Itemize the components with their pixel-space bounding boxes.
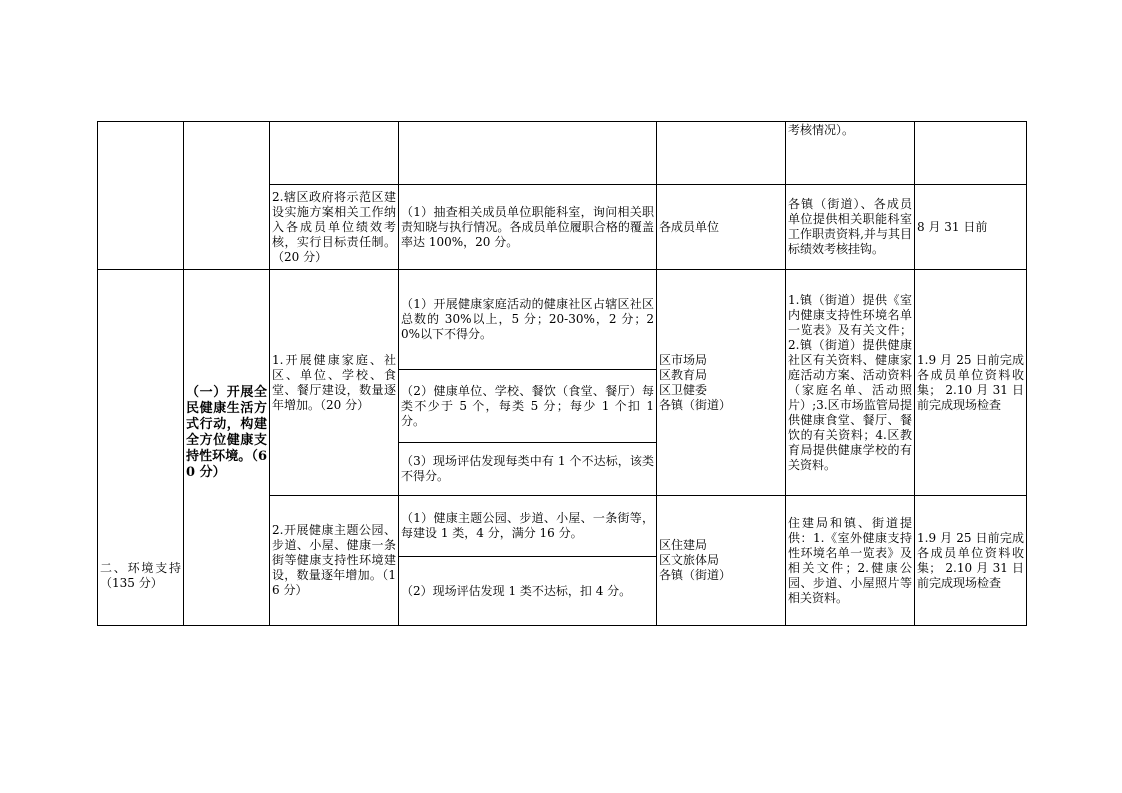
table-row bbox=[98, 270, 1027, 370]
cell-materials: 考核情况）。 bbox=[786, 122, 915, 185]
cell-criteria: （2）现场评估发现 1 类不达标，扣 4 分。 bbox=[399, 557, 657, 626]
cell-materials: 各镇（街道）、各成员单位提供相关职能科室工作职责资料,并与其目标绩效考核挂钩。 bbox=[786, 185, 915, 270]
cell-indicator: 2.开展健康主题公园、步道、小屋、健康一条街等健康支持性环境建设，数量逐年增加。（16 分） bbox=[270, 496, 399, 626]
cell-materials: 1.镇（街道）提供《室内健康支持性环境名单一览表》及有关文件；2.镇（街道）提供健康社区有关资料、健康家庭活动方案、活动资料（家庭名单、活动照片）;3.区市场监管局提供健康食堂、餐厅、餐饮的有关资料；4.区教育局提供健康学校的有关资料。 bbox=[786, 270, 915, 496]
cell-deadline: 8 月 31 日前 bbox=[915, 185, 1027, 270]
responsible-unit: 区文旅体局 bbox=[659, 553, 720, 567]
cell-criteria: （1）健康主题公园、步道、小屋、一条街等，每建设 1 类，4 分，满分 16 分。 bbox=[399, 496, 657, 557]
cell-empty bbox=[657, 122, 786, 185]
cell-empty bbox=[399, 122, 657, 185]
responsible-unit: 各镇（街道） bbox=[659, 397, 732, 412]
cell-empty bbox=[915, 122, 1027, 185]
cell-deadline: 1.9 月 25 日前完成各成员单位资料收集； 2.10 月 31 日前完成现场检查 bbox=[915, 270, 1027, 496]
responsible-unit: 区卫健委 bbox=[659, 382, 708, 397]
table-row bbox=[98, 122, 1027, 185]
cell-criteria: （2）健康单位、学校、餐饮（食堂、餐厅）每类不少于 5 个，每类 5 分；每少 1 个扣 1 分。 bbox=[399, 370, 657, 443]
responsible-unit: 区住建局 bbox=[659, 538, 708, 552]
cell-empty bbox=[184, 122, 270, 270]
cell-responsible bbox=[657, 496, 786, 626]
responsible-unit: 各镇（街道） bbox=[659, 568, 732, 582]
cell-responsible: 各成员单位 bbox=[657, 185, 786, 270]
cell-category: 二、环境支持（135 分） bbox=[98, 270, 184, 626]
cell-materials: 住建局和镇、街道提供：1.《室外健康支持性环境名单一览表》及相关文件；2.健康公园、步道、小屋照片等相关资料。 bbox=[786, 496, 915, 626]
cell-criteria: （1）抽查相关成员单位职能科室，询问相关职责知晓与执行情况。各成员单位履职合格的覆盖率达 100%，20 分。 bbox=[399, 185, 657, 270]
cell-indicator: 1.开展健康家庭、社区、单位、学校、食堂、餐厅建设，数量逐年增加。（20 分） bbox=[270, 270, 399, 496]
cell-subcategory: （一）开展全民健康生活方式行动，构建全方位健康支持性环境。（60 分） bbox=[184, 270, 270, 626]
cell-criteria: （3）现场评估发现每类中有 1 个不达标，该类不得分。 bbox=[399, 443, 657, 496]
responsible-unit: 区教育局 bbox=[659, 367, 708, 382]
cell-empty bbox=[98, 122, 184, 270]
cell-deadline: 1.9 月 25 日前完成各成员单位资料收集； 2.10 月 31 日前完成现场检查 bbox=[915, 496, 1027, 626]
cell-indicator: 2.辖区政府将示范区建设实施方案相关工作纳入各成员单位绩效考核，实行目标责任制。（20 分） bbox=[270, 185, 399, 270]
responsible-unit: 区市场局 bbox=[659, 352, 708, 367]
cell-responsible bbox=[657, 270, 786, 496]
cell-empty bbox=[270, 122, 399, 185]
assessment-table bbox=[97, 121, 1027, 626]
cell-criteria: （1）开展健康家庭活动的健康社区占辖区社区总数的 30%以上，5 分；20-30%，2 分；20%以下不得分。 bbox=[399, 270, 657, 370]
